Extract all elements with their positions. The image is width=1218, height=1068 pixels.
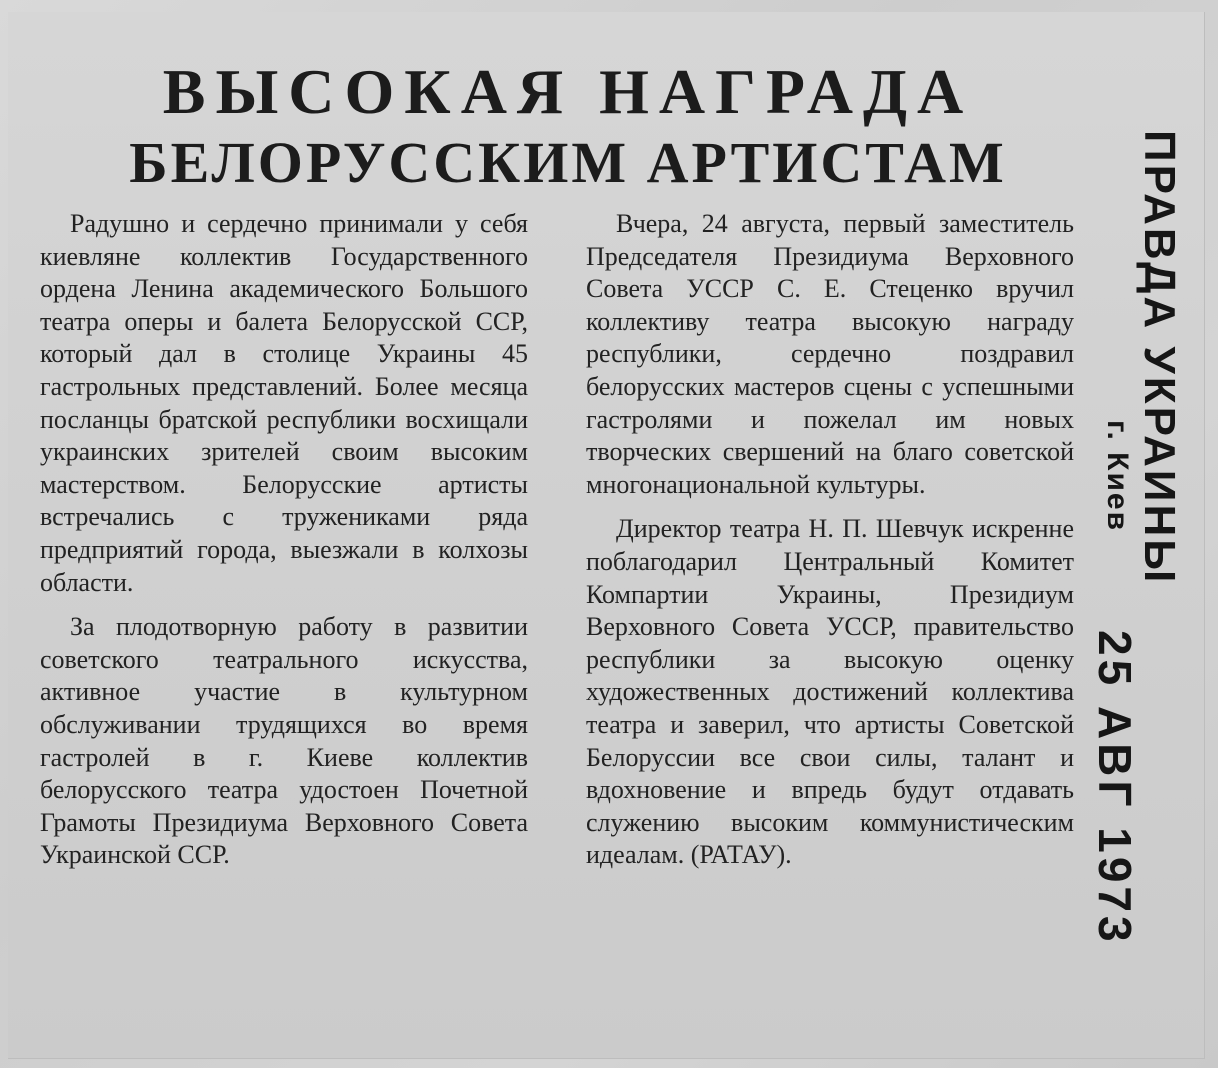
archive-stamp — [1076, 120, 1196, 1060]
paragraph: Радушно и сердечно принимали у себя киевляне коллектив Государственного ордена Ленина академического Большого театра оперы и балета Белорусской ССР, который дал в столице Украины 45 гастрольных представлений. Более месяца посланцы братской республики восхищали украинских зрителей своим высоким мастерством. Белорусские артисты встречались с тружениками ряда предприятий города, выезжали в колхозы области. — [40, 209, 528, 597]
stamp-date: 25 АВГ 1973 — [1089, 630, 1141, 946]
newspaper-clipping — [8, 12, 1205, 1059]
headline-line-1: ВЫСОКАЯ НАГРАДА — [162, 56, 974, 127]
right-column — [586, 208, 1074, 884]
headline-line-2: БЕЛОРУССКИМ АРТИСТАМ — [129, 130, 1007, 195]
stamp-newspaper-name: ПРАВДА УКРАИНЫ — [1135, 130, 1184, 586]
stamp-city: г. Киев — [1101, 420, 1134, 533]
paragraph: За плодотворную работу в развитии советского театрального искусства, активное участие в культурном обслуживании трудящихся во время гастролей в г. Киеве коллектив белорусского театра удостоен Почетной Грамоты Президиума Верховного Совета Украинской ССР. — [40, 612, 528, 870]
left-column — [40, 208, 528, 884]
paragraph: Вчера, 24 августа, первый заместитель Председателя Президиума Верховного Совета УССР С. Е. Стеценко вручил коллективу театра высокую награду республики, сердечно поздравил белорусских мастеров сцены с успешными гастролями и пожелал им новых творческих свершений на благо советской многонациональной культуры. — [586, 209, 1074, 499]
paragraph: Директор театра Н. П. Шевчук искренне поблагодарил Центральный Комитет Компартии Украины, Президиум Верховного Совета УССР, правительство республики за высокую оценку художественных достижений коллектива театра и заверил, что артисты Советской Белоруссии все свои силы, талант и вдохновение и впредь будут отдавать служению высоким коммунистическим идеалам. (РАТАУ). — [586, 514, 1074, 870]
